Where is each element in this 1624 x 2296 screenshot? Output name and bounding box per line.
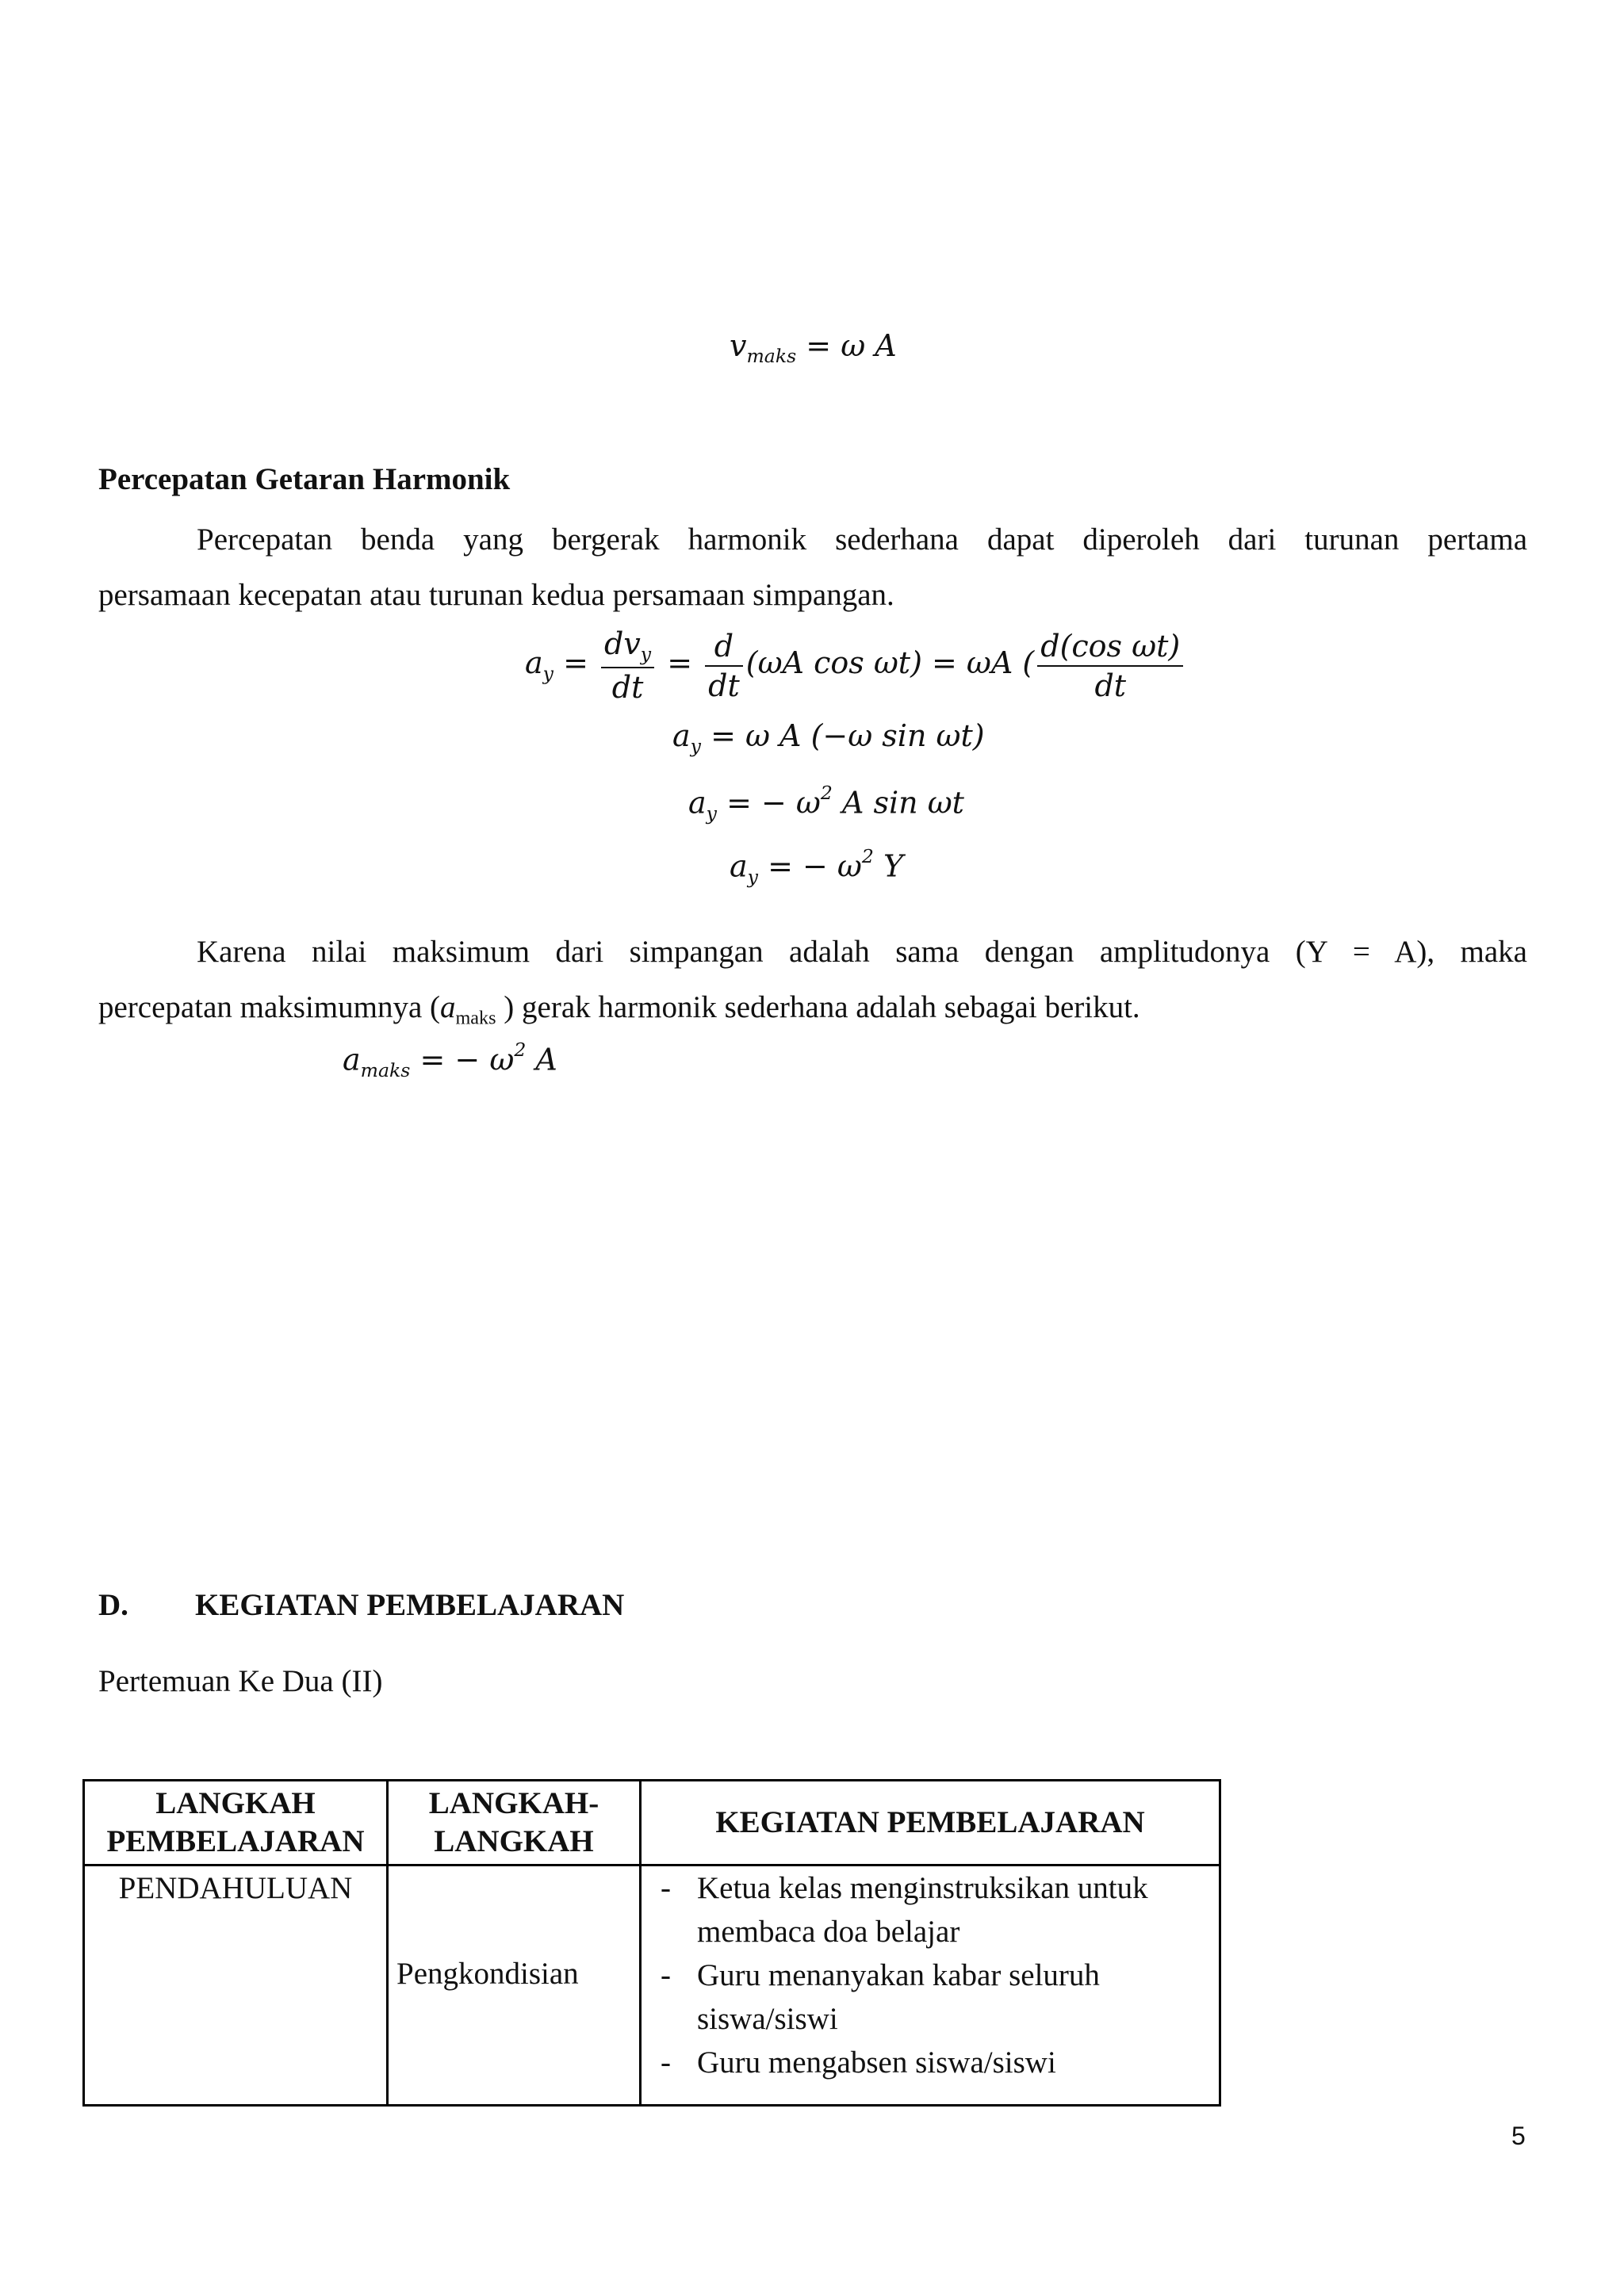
learning-activities-table: [82, 1779, 1221, 2107]
equation-ay-step3: $a_y$ = − $\omega^2$ A sin ωt: [688, 782, 964, 825]
equation-v-maks: $v_{maks} = \omega$ A: [730, 328, 897, 368]
equation-ay-step4: $a_y$ = − $\omega^2$ Y: [730, 845, 904, 888]
table-header-row: [84, 1781, 1220, 1866]
paragraph-line: Karena nilai maksimum dari simpangan adalah sama dengan amplitudonya (Y = A), maka: [197, 935, 1527, 969]
header-kegiatan-pembelajaran: KEGIATAN PEMBELAJARAN: [641, 1781, 1220, 1866]
paragraph-percepatan: [98, 512, 1527, 623]
equation-a-maks: $a_{maks}$ = − $\omega^2$ A: [343, 1039, 557, 1081]
equation-ay-derivative: $a_y$ = $\frac{dv_y}{dt}$ = $\frac{d}{dt}$ (ωA cos ωt) = ωA ( $\frac{\text{d(cos ωt)}}{dt}$: [525, 626, 1186, 705]
header-langkah-langkah: LANGKAH- LANGKAH: [388, 1781, 641, 1866]
section-d-letter: D.: [98, 1588, 128, 1622]
meeting-label: Pertemuan Ke Dua (II): [98, 1664, 383, 1698]
equation-ay-step2: $a_y = \omega$ A (−ω sin ωt): [672, 718, 985, 758]
paragraph-line: Percepatan benda yang bergerak harmonik sederhana dapat diperoleh dari turunan pertama: [197, 522, 1527, 557]
fraction-d-dt: $\frac{d}{dt}$: [705, 629, 743, 703]
activity-list: [649, 1866, 1211, 2084]
list-item: - Guru menanyakan kabar seluruh siswa/siswi: [649, 1954, 1211, 2041]
table-row: [84, 1866, 1220, 2106]
cell-step: PENDAHULUAN: [84, 1866, 388, 2106]
list-item: - Guru mengabsen siswa/siswi: [649, 2041, 1211, 2084]
section-heading-percepatan: Percepatan Getaran Harmonik: [98, 462, 511, 496]
page-number: 5: [1511, 2122, 1526, 2150]
fraction-dcos-dt: $\frac{\text{d(cos ωt)}}{dt}$: [1037, 629, 1183, 703]
paragraph-line: percepatan maksimumnya ($a_{maks}$ ) gerak harmonik sederhana adalah sebagai berikut.: [98, 990, 1140, 1029]
list-item: - Ketua kelas menginstruksikan untuk membaca doa belajar: [649, 1866, 1211, 1954]
fraction-dvy-dt: $\frac{dv_y}{dt}$: [601, 626, 654, 705]
header-langkah-pembelajaran: LANGKAH PEMBELAJARAN: [84, 1781, 388, 1866]
cell-substep: Pengkondisian: [388, 1866, 641, 2106]
section-d-title: KEGIATAN PEMBELAJARAN: [195, 1588, 625, 1622]
paragraph-line: persamaan kecepatan atau turunan kedua persamaan simpangan.: [98, 578, 894, 612]
cell-activities: [641, 1866, 1220, 2106]
paragraph-maksimum: [98, 924, 1527, 1046]
